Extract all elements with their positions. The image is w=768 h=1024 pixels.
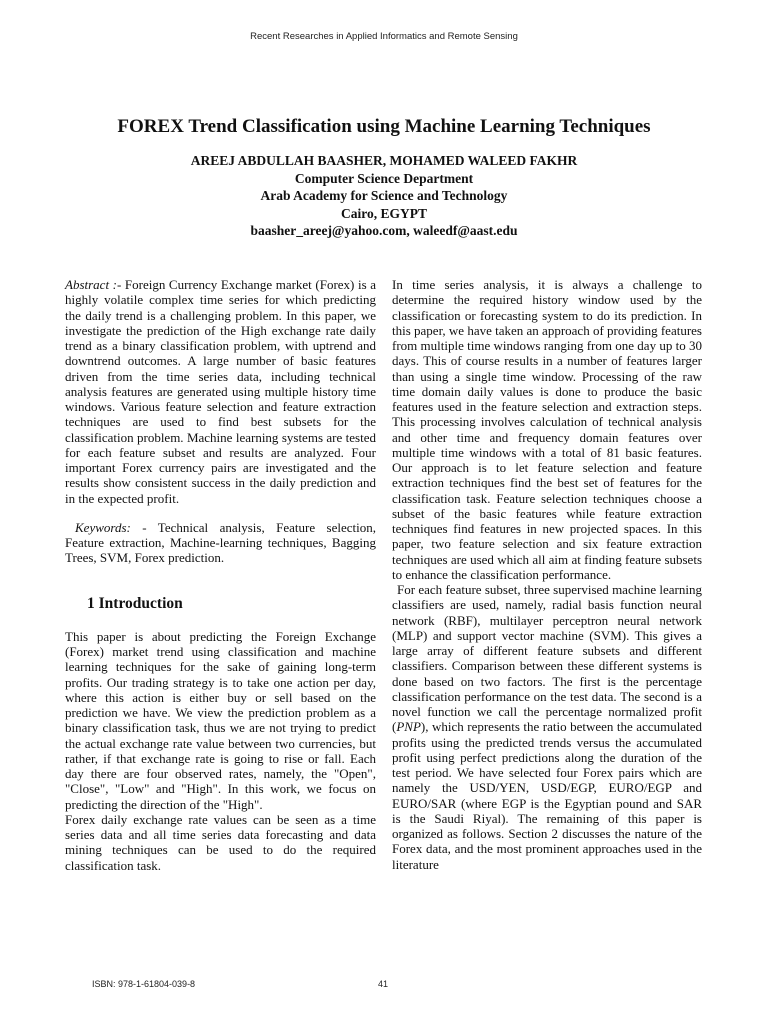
keywords-paragraph [65, 520, 376, 566]
abstract-text: Foreign Currency Exchange market (Forex) is a highly volatile complex time series for which predicting the daily trend is a challenging problem. In this paper, we investigate the prediction of the High exchange rate daily trend as a binary classification problem, with uptrend and downtrend outcomes. A large number of basic features driven from the time series data, including technical analysis features are generated using multiple history time windows. Various feature selection and feature extraction techniques are used to find best subsets for the classification problem. Machine learning systems are tested for each feature subset and results are analyzed. Four important Forex currency pairs are investigated and the results show consistent success in the daily prediction and in the expected profit. [65, 277, 376, 506]
left-column [65, 277, 376, 873]
author-block [0, 152, 768, 240]
keywords-text: - Technical analysis, Feature selection, Feature extraction, Machine-learning techniques, Bagging Trees, SVM, Forex prediction. [65, 519, 376, 566]
right-paragraph-2-part-1: For each feature subset, three supervised machine learning classifiers are used, namely, radial basis function neural network (RBF), multilayer perceptron neural network (MLP) and support vector machine (SVM). This gives a large array of different feature subsets and different classifiers. Comparison between these different systems is done based on two factors. The first is the percentage classification performance on the test data. The second is a novel function we call the percentage normalized profit ( [392, 582, 702, 735]
keywords-label: Keywords: [75, 519, 131, 535]
institution: Arab Academy for Science and Technology [260, 188, 508, 203]
right-paragraph-2 [392, 582, 702, 872]
pnp-term: PNP [396, 719, 421, 735]
authors: AREEJ ABDULLAH BAASHER, MOHAMED WALEED FAKHR [190, 153, 578, 168]
introduction-paragraph-1: This paper is about predicting the Foreign Exchange (Forex) market trend using classification and machine learning techniques for the sake of gaining long-term profits. Our trading strategy is to take one action per day, where this action is either buy or sell based on the prediction we have. We view the prediction problem as a binary classification task, thus we are not trying to predict the actual exchange rate value between two currencies, but rather, if that exchange rate is going to rise or fall. Each day there are four observed rates, namely, the "Open", "Close", "Low" and "High". In this work, we focus on predicting the direction of the "High". [65, 628, 376, 812]
paper-title: FOREX Trend Classification using Machine Learning Techniques [117, 116, 651, 137]
section-heading-introduction: 1 Introduction [87, 594, 183, 612]
right-paragraph-1: In time series analysis, it is always a challenge to determine the required history window used by the classification or forecasting system to do its prediction. In this paper, we have taken an approach of providing features from multiple time windows ranging from one day up to 30 days. This of course results in a number of features larger than using a single time window. Processing of the raw time domain daily values is done to produce the basic features used in the feature selection and extraction steps. This processing involves calculation of technical analysis and other time and frequency domain features over multiple time windows with a total of 81 basic features. Our approach is to let feature selection and feature extraction techniques find the best set of features for the classification task. Feature selection techniques choose a subset of the basic features while feature extraction techniques find features in new projected spaces. In this paper, two feature selection and six feature extraction techniques are used which all aim at finding feature subsets to enhance the classification performance. [392, 277, 702, 582]
abstract-label: Abstract :- [65, 277, 122, 292]
author-emails: baasher_areej@yahoo.com, waleedf@aast.edu [250, 223, 518, 238]
abstract-paragraph [65, 277, 376, 506]
footer-isbn: ISBN: 978-1-61804-039-8 [92, 979, 196, 989]
right-column [392, 277, 702, 872]
location: Cairo, EGYPT [340, 205, 427, 221]
department: Computer Science Department [294, 170, 474, 186]
page-number: 41 [378, 979, 389, 989]
running-header: Recent Researches in Applied Informatics and Remote Sensing [250, 31, 518, 42]
introduction-paragraph-2: Forex daily exchange rate values can be seen as a time series data and all time series data forecasting and data mining techniques can be used to do the required classification task. [65, 811, 376, 873]
right-paragraph-2-part-2: ), which represents the ratio between the accumulated profits using the predicted trends versus the accumulated profit using perfect predictions along the duration of the test period. We have selected four Forex pairs which are namely the USD/YEN, USD/EGP, EURO/EGP and EURO/SAR (where EGP is the Egyptian pound and SAR is the Saudi Riyal). The remaining of this paper is organized as follows. Section 2 discusses the nature of the Forex data, and the most prominent approaches used in the literature [392, 719, 702, 872]
